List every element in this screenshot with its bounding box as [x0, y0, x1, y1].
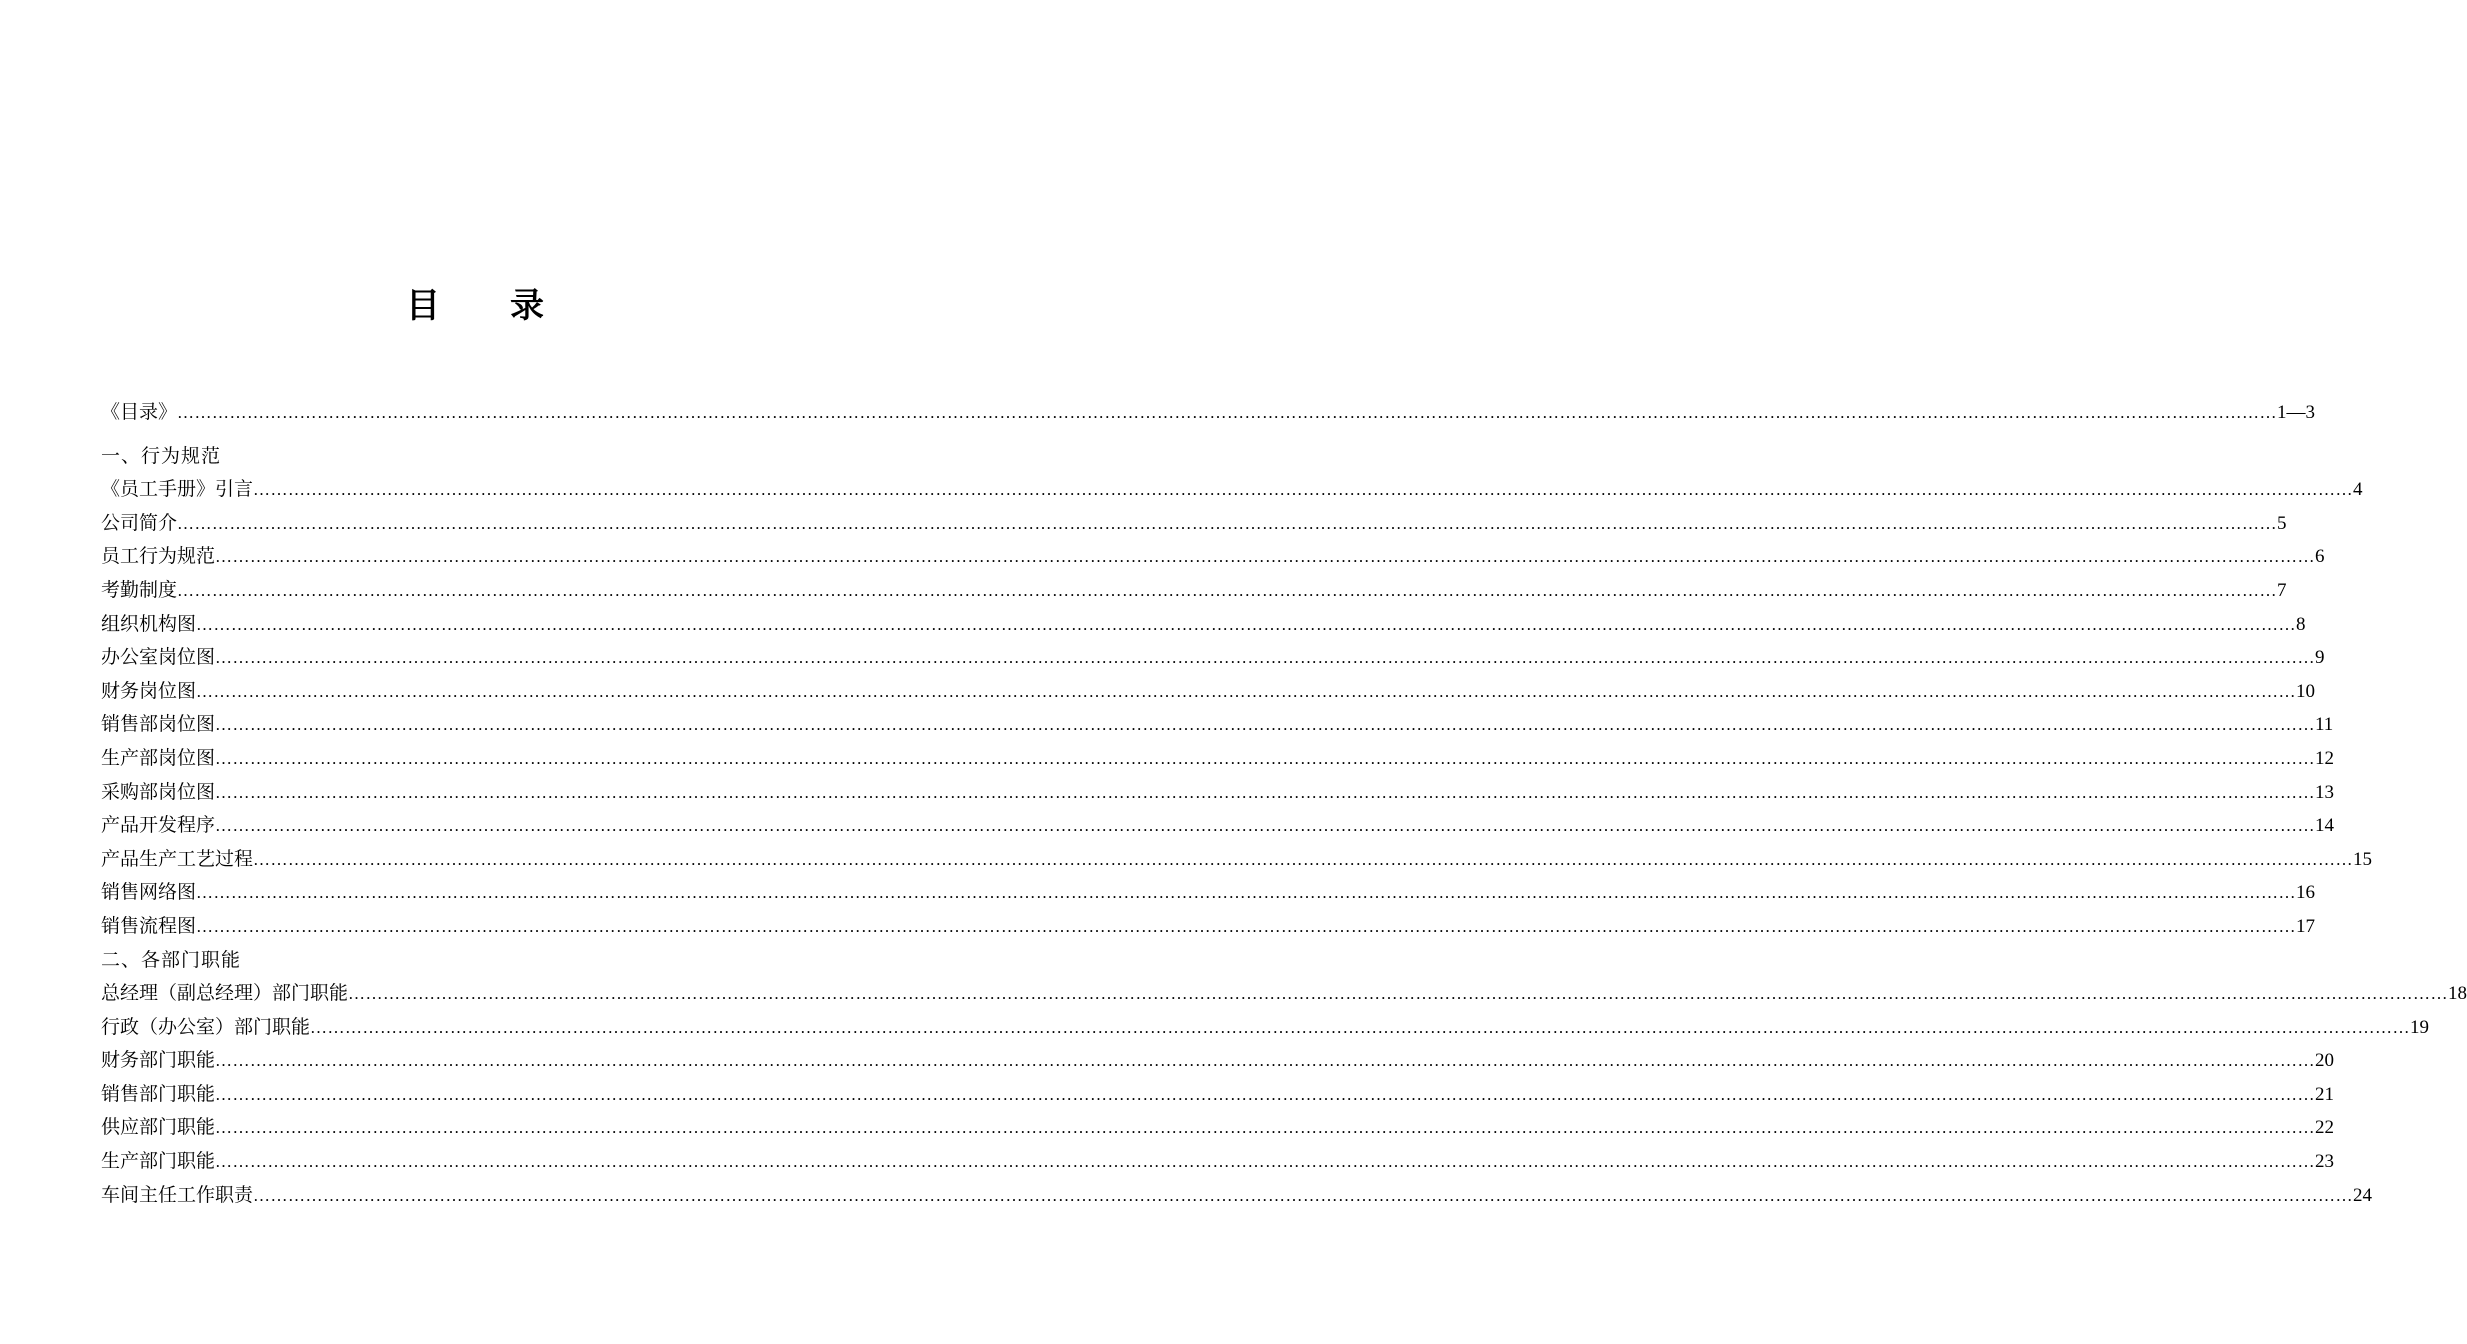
toc-page-number: 12: [2315, 747, 2335, 769]
toc-leader-dots: ………………………………………………………………………………………………………………………………………………………………………………………………………………………………………………………………………………………………………………………………: [196, 614, 2297, 634]
toc-entry: [101, 1044, 2335, 1078]
title-char-2: 录: [510, 286, 544, 326]
toc-leader-dots: ………………………………………………………………………………………………………………………………………………………………………………………………………………………………………………………………………………………………………………………………: [215, 782, 2316, 802]
toc-entry-label: 总经理（副总经理）部门职能: [101, 982, 349, 1005]
toc-page-number: 19: [2410, 1016, 2430, 1038]
toc-entry-label: 产品开发程序: [101, 814, 216, 837]
toc-section-heading: [101, 944, 846, 978]
toc-leader-dots: ………………………………………………………………………………………………………………………………………………………………………………………………………………………………………………………………………………………………………………………………: [310, 1017, 2411, 1037]
toc-page-number: 21: [2315, 1083, 2335, 1105]
toc-entry: [101, 1145, 2335, 1179]
toc-leader-dots: ………………………………………………………………………………………………………………………………………………………………………………………………………………………………………………………………………………………………………………………………: [215, 715, 2316, 735]
table-of-contents: [101, 396, 2467, 1212]
toc-section-heading: [101, 440, 846, 474]
toc-leader-dots: ………………………………………………………………………………………………………………………………………………………………………………………………………………………………………………………………………………………………………………………………: [196, 883, 2297, 903]
toc-page-number: 14: [2315, 815, 2335, 837]
toc-page-number: 15: [2353, 848, 2373, 870]
toc-leader-dots: ………………………………………………………………………………………………………………………………………………………………………………………………………………………………………………………………………………………………………………………………: [177, 513, 2278, 533]
toc-entry: [101, 708, 2334, 742]
toc-leader-dots: ………………………………………………………………………………………………………………………………………………………………………………………………………………………………………………………………………………………………………………………………: [215, 816, 2316, 836]
toc-entry: [101, 977, 2467, 1011]
toc-entry-label: 销售部岗位图: [101, 713, 216, 736]
toc-entry: [101, 574, 2287, 608]
toc-page-number: 11: [2315, 714, 2334, 736]
toc-entry-label: 行政（办公室）部门职能: [101, 1015, 311, 1038]
toc-entry: [101, 742, 2335, 776]
toc-leader-dots: ………………………………………………………………………………………………………………………………………………………………………………………………………………………………………………………………………………………………………………………………: [215, 547, 2316, 567]
toc-page-number: 4: [2353, 479, 2363, 501]
toc-page-number: 8: [2296, 613, 2306, 635]
toc-entry-label: 销售流程图: [101, 914, 197, 937]
toc-page-number: 1—3: [2277, 402, 2316, 423]
toc-entry: [101, 809, 2335, 843]
toc-entry-label: 采购部岗位图: [101, 780, 216, 803]
toc-leader-dots: ………………………………………………………………………………………………………………………………………………………………………………………………………………………………………………………………………………………………………………………………: [196, 916, 2297, 936]
toc-entry: [101, 1078, 2335, 1112]
toc-entry: [101, 776, 2335, 810]
toc-entry-label: 财务部门职能: [101, 1049, 216, 1072]
toc-page-number: 7: [2277, 579, 2287, 601]
toc-page-number: 5: [2277, 512, 2287, 534]
toc-entry-label: 一、行为规范: [101, 444, 222, 467]
toc-leader-dots: ………………………………………………………………………………………………………………………………………………………………………………………………………………………………………………………………………………………………………………………………: [348, 984, 2449, 1004]
toc-page-number: 17: [2296, 915, 2316, 937]
toc-leader-dots: ………………………………………………………………………………………………………………………………………………………………………………………………………………………………………………………………………………………………………………………………: [253, 480, 2354, 500]
toc-leader-dots: ………………………………………………………………………………………………………………………………………………………………………………………………………………………………………………………………………………………………………………………………: [215, 1051, 2316, 1071]
toc-leader-dots: ………………………………………………………………………………………………………………………………………………………………………………………………………………………………………………………………………………………………………………………………: [253, 1185, 2354, 1205]
toc-entry: [101, 910, 2316, 944]
toc-entry: [101, 473, 2363, 507]
toc-entry-label: 员工行为规范: [101, 545, 216, 568]
toc-entry-label: 生产部岗位图: [101, 746, 216, 769]
toc-entry-label: 《目录》: [101, 401, 178, 423]
toc-entry-label: 生产部门职能: [101, 1150, 216, 1173]
toc-entry-label: 供应部门职能: [101, 1116, 216, 1139]
toc-entry: [101, 843, 2373, 877]
toc-entry: [101, 396, 2316, 430]
toc-page-number: 24: [2353, 1184, 2373, 1206]
toc-page-number: 13: [2315, 781, 2335, 803]
toc-entry: [101, 1011, 2430, 1045]
toc-leader-dots: ………………………………………………………………………………………………………………………………………………………………………………………………………………………………………………………………………………………………………………………………: [215, 648, 2316, 668]
toc-entry-label: 办公室岗位图: [101, 646, 216, 669]
toc-entry-label: 考勤制度: [101, 578, 178, 601]
toc-entry-label: 公司简介: [101, 511, 178, 534]
toc-entry-label: 二、各部门职能: [101, 948, 242, 971]
toc-leader-dots: ………………………………………………………………………………………………………………………………………………………………………………………………………………………………………………………………………………………………………………………………: [215, 1152, 2316, 1172]
toc-page-number: 23: [2315, 1151, 2335, 1173]
toc-entry: [101, 1111, 2335, 1145]
title-char-1: 目: [406, 286, 440, 326]
toc-page-number: 6: [2315, 546, 2325, 568]
toc-entry: [101, 507, 2287, 541]
toc-entry-label: 销售网络图: [101, 881, 197, 904]
toc-page-number: 16: [2296, 882, 2316, 904]
toc-page-number: 18: [2448, 983, 2467, 1005]
toc-leader-dots: ………………………………………………………………………………………………………………………………………………………………………………………………………………………………………………………………………………………………………………………………: [215, 1118, 2316, 1138]
toc-leader-dots: ………………………………………………………………………………………………………………………………………………………………………………………………………………………………………………………………………………………………………………………………: [253, 849, 2354, 869]
toc-entry: [101, 641, 2325, 675]
toc-entry: [101, 1179, 2373, 1213]
toc-entry-label: 财务岗位图: [101, 679, 197, 702]
toc-leader-dots: ………………………………………………………………………………………………………………………………………………………………………………………………………………………………………………………………………………………………………………………………: [177, 580, 2278, 600]
toc-page-number: 20: [2315, 1050, 2335, 1072]
toc-leader-dots: ………………………………………………………………………………………………………………………………………………………………………………………………………………………………………………………………………………………………………………………………: [215, 748, 2316, 768]
toc-page-number: 10: [2296, 680, 2316, 702]
toc-page-number: 9: [2315, 647, 2325, 669]
page-title: [0, 278, 950, 327]
toc-entry-label: 组织机构图: [101, 612, 197, 635]
toc-entry-label: 《员工手册》引言: [101, 478, 254, 501]
toc-entry: [101, 540, 2325, 574]
toc-leader-dots: ………………………………………………………………………………………………………………………………………………………………………………………………………………………………………………………………………………………………………………………………: [215, 1084, 2316, 1104]
toc-leader-dots: ………………………………………………………………………………………………………………………………………………………………………………………………………………………………………………………………………………………………………………………………: [177, 403, 2278, 422]
toc-entry: [101, 675, 2316, 709]
toc-entry: [101, 608, 2306, 642]
toc-leader-dots: ………………………………………………………………………………………………………………………………………………………………………………………………………………………………………………………………………………………………………………………………: [196, 681, 2297, 701]
toc-page-number: 22: [2315, 1117, 2335, 1139]
toc-entry-label: 车间主任工作职责: [101, 1183, 254, 1206]
toc-entry-label: 产品生产工艺过程: [101, 847, 254, 870]
toc-entry: [101, 876, 2316, 910]
toc-entry-label: 销售部门职能: [101, 1082, 216, 1105]
